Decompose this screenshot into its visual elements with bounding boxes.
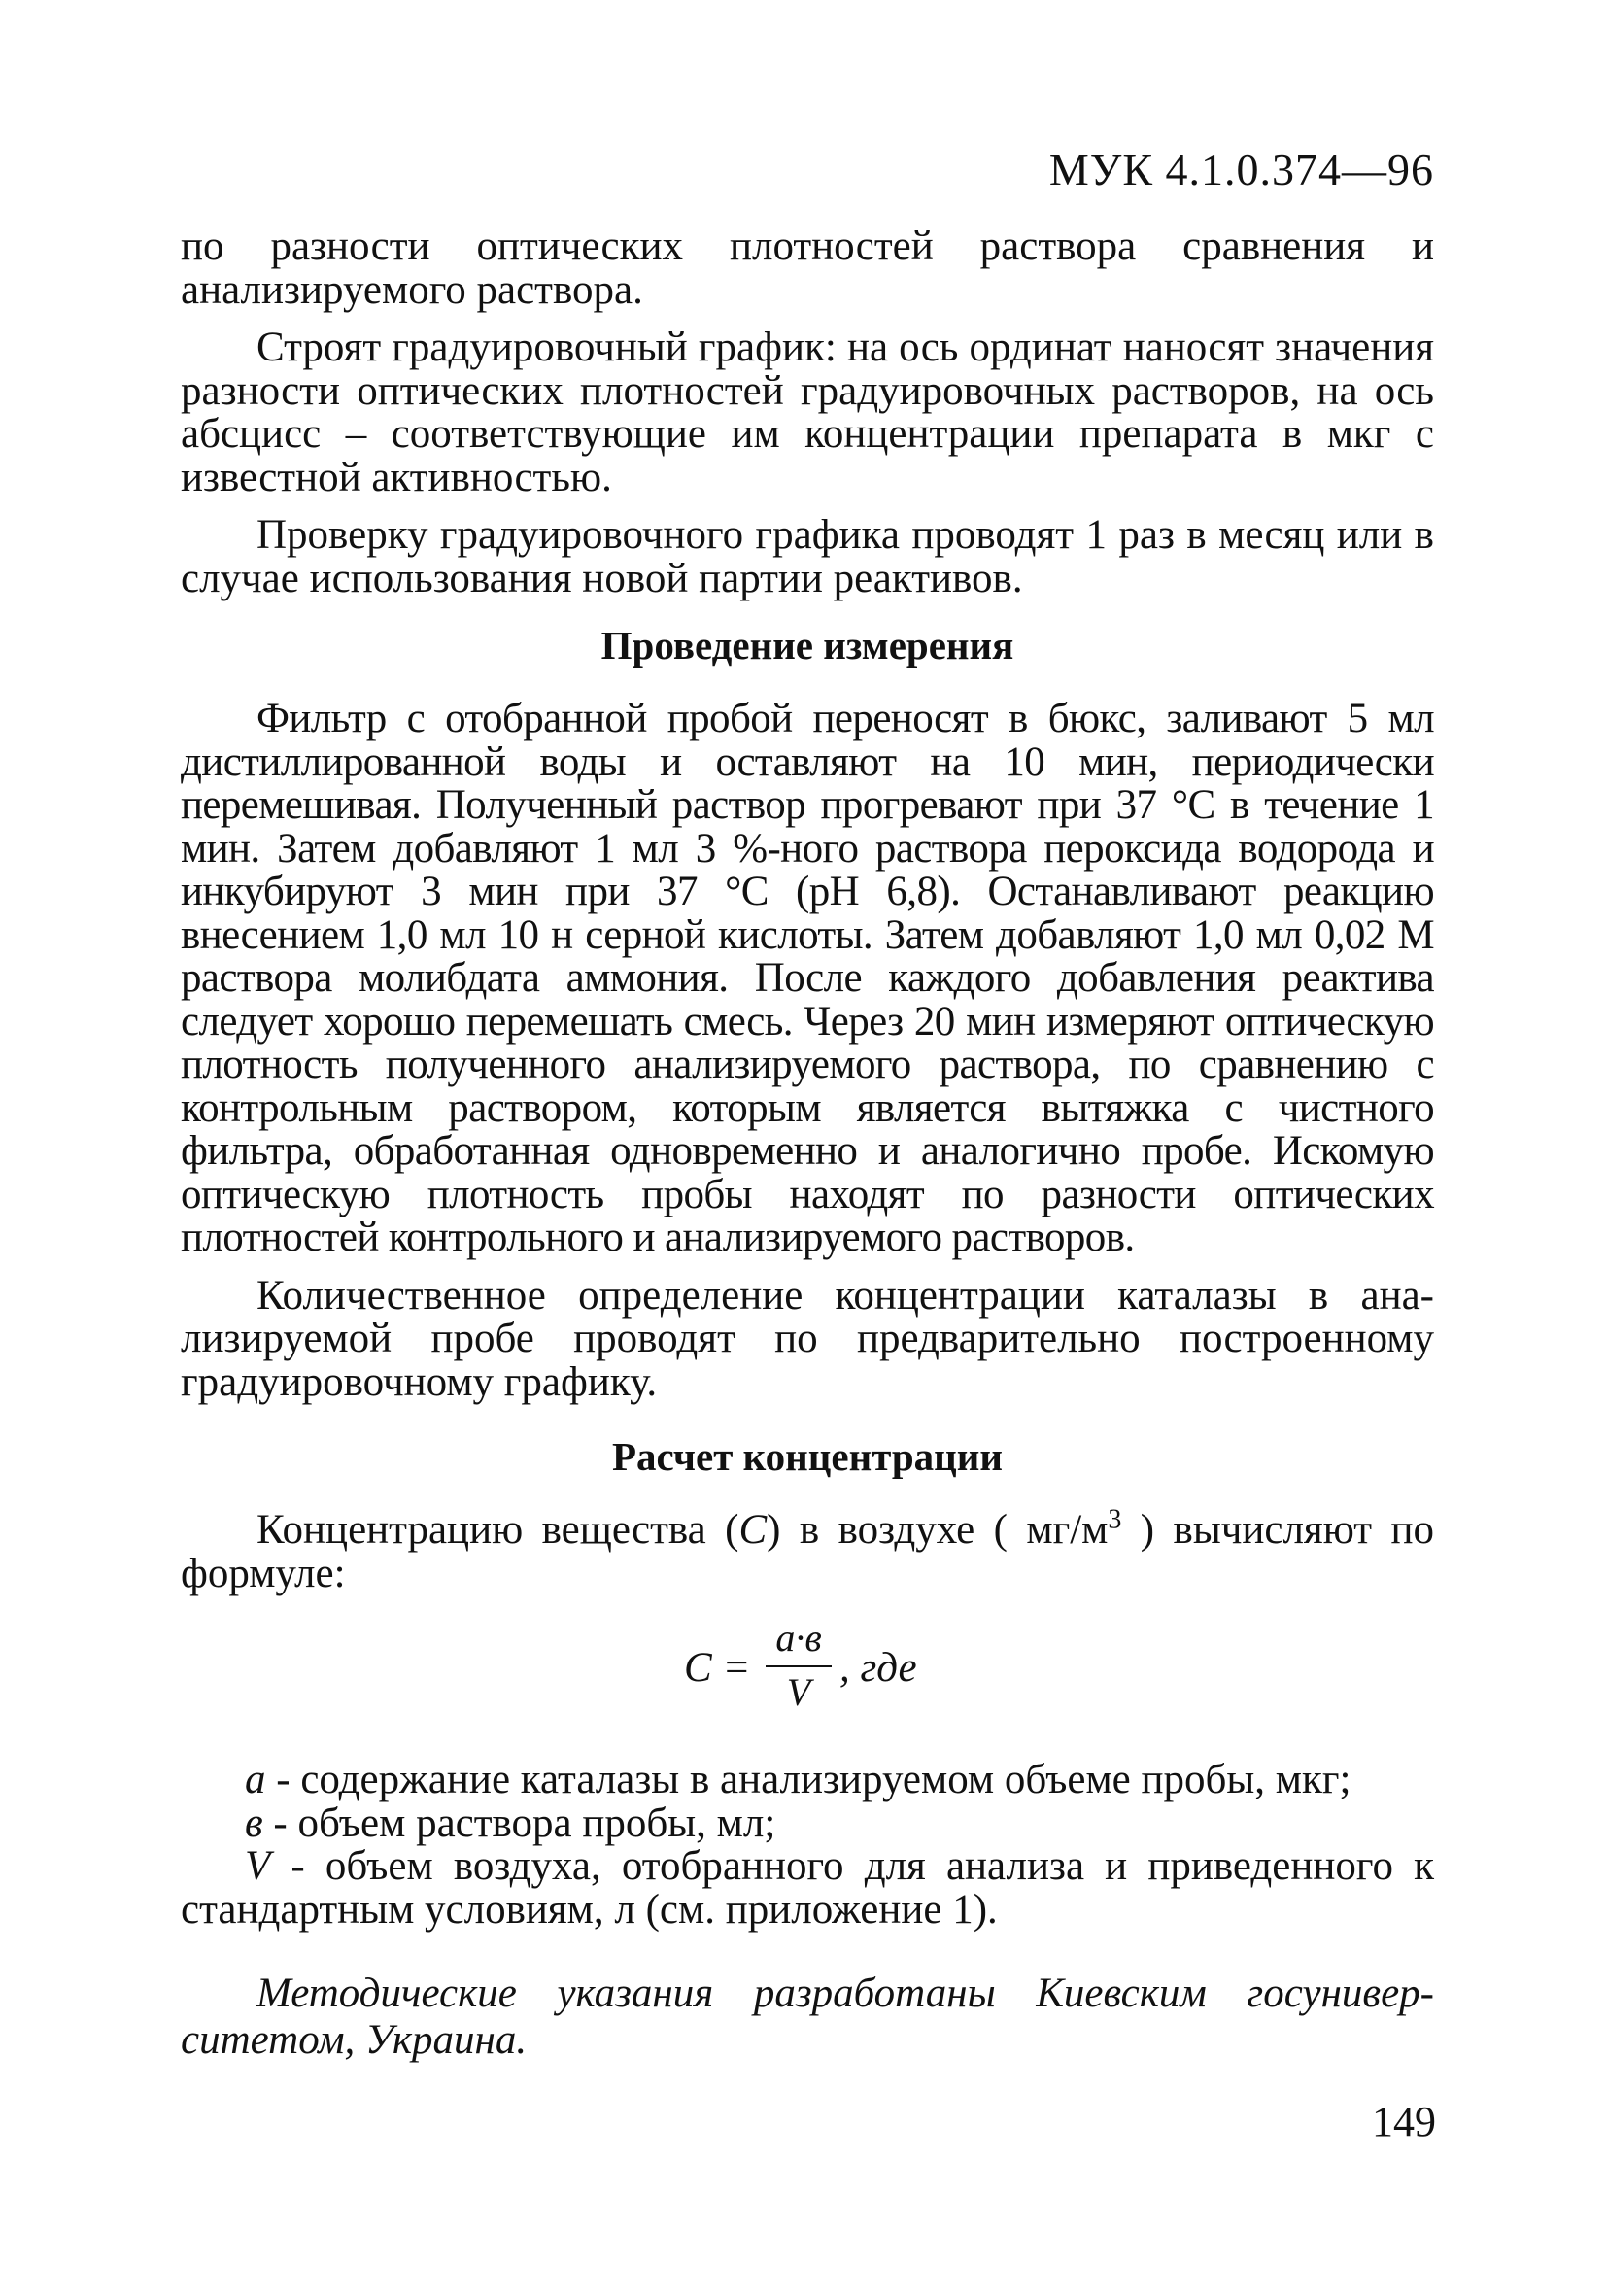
formula-intro-text-2: ) в воздухе ( мг/м [767, 1507, 1109, 1553]
formula-suffix: , где [839, 1645, 917, 1691]
unit-superscript: 3 [1108, 1504, 1122, 1535]
paragraph-graph-check: Проверку градуировочного графика проводят 1 раз в месяц или в случае использования новой партии реактивов. [181, 512, 1434, 601]
variable-symbol: V [245, 1843, 271, 1889]
paragraph-formula-intro [181, 1504, 1434, 1596]
paragraph-calibration-graph: Строят градуировочный график: на ось ординат наносят значения разности оптических плотностей градуировочных растворов, на ось абсцисс – соответствующие им концентрации препарата в мкг с известной активностью. [181, 325, 1434, 500]
formula-lhs: С = [684, 1645, 751, 1691]
authorship-note: Методические указания разработаны Киевским госуниверситетом, Украина. [181, 1970, 1434, 2063]
fraction-bar [766, 1665, 832, 1667]
paragraph-continuation: по разности оптических плотностей раствора сравнения и анализируемого раствора. [181, 223, 1434, 313]
variable-text: - содержание каталазы в анализируемом объеме пробы, мкг; [265, 1757, 1351, 1802]
formula-intro-text-3: ) вычисляют по формуле: [181, 1507, 1434, 1596]
document-code-header: МУК 4.1.0.374—96 [1048, 145, 1434, 194]
variable-definition-v [181, 1799, 1434, 1846]
variable-definitions [181, 1759, 1434, 1932]
paragraph-measurement-procedure: Фильтр с отобранной пробой переносят в бюкс, заливают 5 мл дистиллированной воды и оставляют на 10 мин, периодически перемешивая. Полученный раствор прогревают при 37 °С в течение 1 мин. Затем добавляют 1 мл 3 %-ного раствора пероксида водорода и инкубируют 3 мин при 37 °С (рН 6,8). Останавливают реакцию внесением 1,0 мл 10 н серной кислоты. Затем добавляют 1,0 мл 0,02 М раствора молибдата аммония. После каждого добавления реактива следует хорошо перемешать смесь. Через 20 мин измеряют оптическую плотность полученного анализируемого раствора, по сравнению с контрольным раствором, которым является вытяжка с чистного фильтра, обработанная одновременно и аналогично пробе. Искомую оптическую плотность пробы находят по разности оптических плотностей контрольного и анализируемого растворов. [181, 696, 1434, 1260]
concentration-formula [181, 1615, 1434, 1739]
section-title-measurement: Проведение измерения [600, 623, 1014, 668]
formula-numerator: а·в [775, 1616, 822, 1660]
variable-definition-volume [181, 1845, 1434, 1932]
variable-definition-a [181, 1759, 1434, 1802]
variable-symbol: а [245, 1757, 266, 1802]
formula-fraction [760, 1615, 838, 1716]
text-column [181, 225, 1434, 2106]
variable-symbol: в [245, 1799, 263, 1846]
formula-denominator: V [786, 1670, 811, 1714]
page-number: 149 [1372, 2098, 1436, 2145]
concentration-symbol: С [738, 1507, 768, 1553]
variable-text: - объем раствора пробы, мл; [262, 1799, 776, 1846]
formula-intro-text-1: Концентрацию вещества ( [256, 1507, 739, 1553]
variable-text: - объем воздуха, отобранного для анализа и приведенного к стандартным условиям, л (см. приложение 1). [181, 1843, 1434, 1933]
section-title-calculation: Расчет концентрации [611, 1434, 1004, 1479]
paragraph-quantitative-determination: Количественное определение концентрации каталазы в анализируемой пробе проводят по предварительно построенному градуировочному графику. [181, 1272, 1434, 1405]
